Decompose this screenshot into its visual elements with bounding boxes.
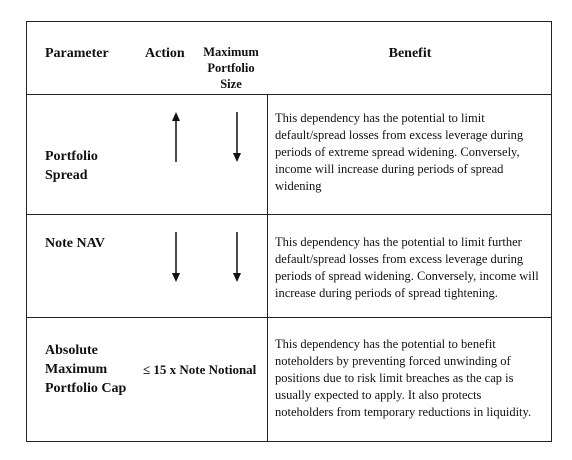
row-divider-1: [27, 214, 551, 215]
row1-benefit-line: widening: [275, 179, 322, 193]
row3-benefit-line: noteholders by preventing forced unwinding of: [275, 354, 511, 368]
arrow-down-icon: [231, 112, 243, 162]
row1-parameter-line2: Spread: [45, 168, 88, 183]
header-max-line3: Size: [220, 77, 242, 91]
row-divider-2: [27, 317, 551, 318]
row2-benefit-line: default/spread losses from excess leverage during: [275, 252, 524, 266]
row3-parameter-line2: Maximum: [45, 362, 108, 377]
row1-benefit-line: periods of extreme spread widening. Conversely,: [275, 145, 520, 159]
header-max-line1: Maximum: [203, 45, 259, 59]
benefit-column-divider: [267, 94, 268, 441]
arrow-down-icon: [170, 232, 182, 282]
header-action: Action: [145, 46, 185, 61]
row3-benefit-line: noteholders from temporary reductions in liquidity.: [275, 405, 532, 419]
row3-action-cap: ≤ 15 x Note Notional: [143, 362, 257, 377]
row1-parameter: [45, 147, 98, 185]
row1-parameter-line1: Portfolio: [45, 149, 98, 164]
row3-benefit-line: This dependency has the potential to benefit: [275, 337, 496, 351]
row3-parameter-line1: Absolute: [45, 343, 98, 358]
row2-benefit-line: periods of spread widening. Conversely, income will: [275, 269, 539, 283]
header-parameter: Parameter: [45, 46, 109, 61]
row1-benefit-line: This dependency has the potential to limit: [275, 111, 485, 125]
row2-benefit-line: This dependency has the potential to limit further: [275, 235, 522, 249]
arrow-up-icon: [170, 112, 182, 162]
dependency-table: [26, 21, 552, 442]
row3-parameter: [45, 341, 126, 398]
row3-benefit-line: usually expected to apply. It also protects: [275, 388, 482, 402]
row3-benefit: [275, 336, 550, 421]
row2-parameter: Note NAV: [45, 236, 106, 251]
header-max-portfolio-size: [199, 44, 263, 92]
arrow-down-icon: [231, 232, 243, 282]
header-benefit: Benefit: [388, 46, 432, 61]
row1-benefit-line: income will increase during periods of spread: [275, 162, 504, 176]
header-divider: [27, 94, 551, 95]
row3-benefit-line: positions due to risk limit breaches as the cap is: [275, 371, 514, 385]
row3-parameter-line3: Portfolio Cap: [45, 381, 127, 396]
row2-benefit: [275, 234, 550, 302]
header-max-line2: Portfolio: [207, 61, 255, 75]
row1-benefit-line: default/spread losses from excess leverage during: [275, 128, 524, 142]
row2-benefit-line: increase during periods of spread tightening.: [275, 286, 498, 300]
row1-benefit: [275, 110, 550, 195]
